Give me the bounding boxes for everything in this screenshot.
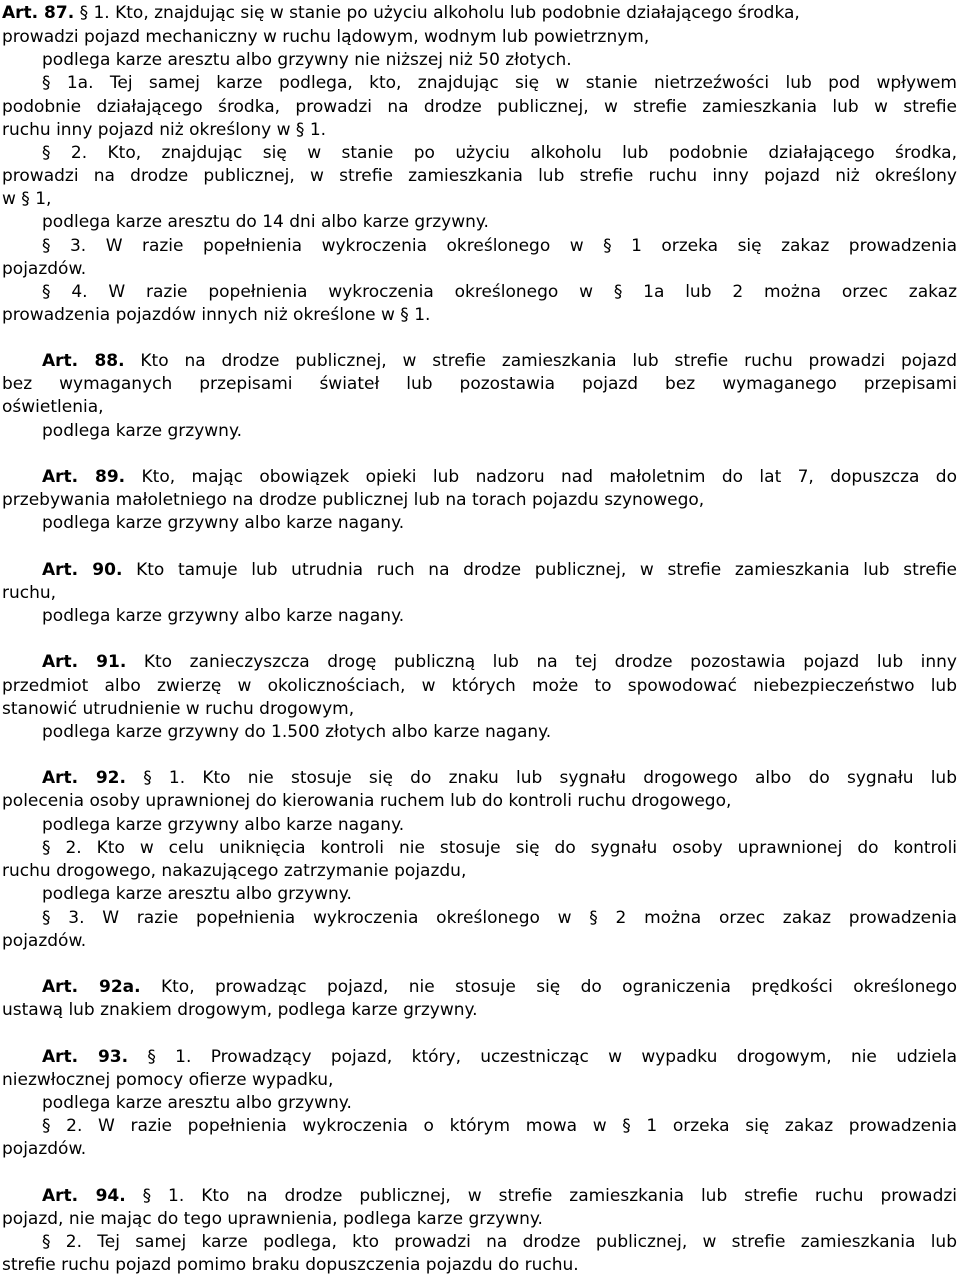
line-text: polecenia osoby uprawnionej do kierowania ruchem lub do kontroli ruchu drogowego, [2, 791, 732, 811]
art87-line [42, 235, 957, 258]
article-number: Art. 88. [42, 351, 125, 371]
line-text: w § 1, [2, 189, 52, 209]
art88-line [42, 420, 957, 443]
line-text: W razie popełnienia wykroczenia o którym mowa w § 1 orzeka się zakaz prowadzenia [98, 1116, 958, 1136]
line-text: podlega karze aresztu do 14 dni albo karze grzywny. [42, 212, 489, 232]
paragraph-number: § 1a. [42, 73, 94, 93]
line-text: podlega karze grzywny do 1.500 złotych albo karze nagany. [42, 722, 552, 742]
paragraph-number: § 1. [79, 3, 110, 23]
line-text: Tej samej karze podlega, kto, znajdując się w stanie nietrzeźwości lub pod wpływem [109, 73, 957, 93]
line-text: podobnie działającego środka, prowadzi na drodze publicznej, w strefie zamieszkania lub w strefie [2, 97, 957, 117]
paragraph-number: § 2. [42, 838, 82, 858]
art88-line [42, 350, 957, 373]
paragraph-number: § 3. [42, 908, 85, 928]
line-text: Kto na drodze publicznej, w strefie zamieszkania lub strefie ruchu prowadzi pojazd [140, 351, 957, 371]
line-text: podlega karze grzywny. [42, 421, 242, 441]
line-text: ruchu inny pojazd niż określony w § 1. [2, 120, 327, 140]
art89-line [2, 489, 957, 512]
paragraph-number: § 2. [42, 1116, 83, 1136]
art94-line [42, 1185, 957, 1208]
art92a-line [42, 976, 957, 999]
line-text: oświetlenia, [2, 397, 104, 417]
line-text: bez wymaganych przepisami świateł lub pozostawia pojazd bez wymaganego przepisami [2, 374, 957, 394]
art87-line [2, 188, 957, 211]
art92-line [2, 930, 957, 953]
paragraph-number: § 2. [42, 143, 88, 163]
line-text: W razie popełnienia wykroczenia określonego w § 1 orzeka się zakaz prowadzenia [105, 236, 958, 256]
article-number: Art. 92a. [42, 977, 141, 997]
art87-line [42, 72, 957, 95]
art88-line [2, 396, 957, 419]
line-text: Kto, prowadząc pojazd, nie stosuje się do ograniczenia prędkości określonego [160, 977, 957, 997]
line-text: Kto tamuje lub utrudnia ruch na drodze publicznej, w strefie zamieszkania lub strefie [136, 560, 957, 580]
article-number: Art. 89. [42, 467, 126, 487]
paragraph-number: § 4. [42, 282, 88, 302]
article-number: Art. 94. [42, 1186, 126, 1206]
paragraph-number: § 1. [143, 768, 186, 788]
art93-line [2, 1069, 957, 1092]
art87-line [2, 119, 957, 142]
art92-line [2, 790, 957, 813]
art94-line [2, 1254, 957, 1277]
art90-line [42, 559, 957, 582]
line-text: Kto zanieczyszcza drogę publiczną lub na tej drodze pozostawia pojazd lub inny [143, 652, 957, 672]
line-text: Tej samej karze podlega, kto prowadzi na drodze publicznej, w strefie zamieszkania lub [97, 1232, 957, 1252]
paragraph-number: § 1. [147, 1047, 192, 1067]
art92-line [42, 837, 957, 860]
line-text: pojazd, nie mając do tego uprawnienia, podlega karze grzywny. [2, 1209, 543, 1229]
art87-line [42, 142, 957, 165]
art91-line [42, 651, 957, 674]
line-text: ruchu, [2, 583, 57, 603]
article-number: Art. 93. [42, 1047, 129, 1067]
line-text: Kto w celu uniknięcia kontroli nie stosuje się do sygnału osoby uprawnionej do kontroli [96, 838, 958, 858]
line-text: podlega karze grzywny albo karze nagany. [42, 815, 405, 835]
art87-line [2, 96, 957, 119]
line-text: Kto, znajdując się w stanie po użyciu alkoholu lub podobnie działającego środka, [115, 3, 800, 23]
art87-line [42, 211, 957, 234]
line-text: W razie popełnienia wykroczenia określonego w § 2 można orzec zakaz prowadzenia [102, 908, 958, 928]
art87-line [42, 281, 957, 304]
art87-line [2, 26, 957, 49]
article-number: Art. 91. [42, 652, 127, 672]
article-number: Art. 87. [2, 3, 75, 23]
line-text: prowadzi na drodze publicznej, w strefie zamieszkania lub strefie ruchu inny pojazd niż określony [2, 166, 957, 186]
article-number: Art. 92. [42, 768, 126, 788]
line-text: niezwłocznej pomocy ofierze wypadku, [2, 1070, 334, 1090]
line-text: pojazdów. [2, 931, 87, 951]
line-text: ustawą lub znakiem drogowym, podlega karze grzywny. [2, 1000, 478, 1020]
line-text: przebywania małoletniego na drodze publicznej lub na torach pojazdu szynowego, [2, 490, 705, 510]
art89-line [42, 466, 957, 489]
art94-line [2, 1208, 957, 1231]
line-text: Kto na drodze publicznej, w strefie zamieszkania lub strefie ruchu prowadzi [201, 1186, 958, 1206]
line-text: pojazdów. [2, 259, 87, 279]
line-text: Kto, znajdując się w stanie po użyciu alkoholu lub podobnie działającego środka, [107, 143, 958, 163]
article-number: Art. 90. [42, 560, 123, 580]
line-text: W razie popełnienia wykroczenia określonego w § 1a lub 2 można orzec zakaz [108, 282, 958, 302]
art92a-line [2, 999, 957, 1022]
art92-line [42, 767, 957, 790]
line-text: podlega karze aresztu albo grzywny. [42, 1093, 352, 1113]
art90-line [2, 582, 957, 605]
art87-line [2, 2, 957, 25]
line-text: pojazdów. [2, 1139, 87, 1159]
art91-line [42, 721, 957, 744]
art93-line [2, 1138, 957, 1161]
art88-line [2, 373, 957, 396]
art92-line [2, 860, 957, 883]
art92-line [42, 883, 957, 906]
line-text: Kto nie stosuje się do znaku lub sygnału drogowego albo do sygnału lub [202, 768, 957, 788]
paragraph-number: § 3. [42, 236, 87, 256]
paragraph-number: § 2. [42, 1232, 82, 1252]
art92-line [42, 814, 957, 837]
paragraph-number: § 1. [142, 1186, 185, 1206]
line-text: stanowić utrudnienie w ruchu drogowym, [2, 699, 355, 719]
art93-line [42, 1092, 957, 1115]
line-text: Prowadzący pojazd, który, uczestnicząc w wypadku drogowym, nie udziela [210, 1047, 958, 1067]
art93-line [42, 1115, 957, 1138]
art94-line [42, 1231, 957, 1254]
line-text: strefie ruchu pojazd pomimo braku dopuszczenia pojazdu do ruchu. [2, 1255, 579, 1275]
art90-line [42, 605, 957, 628]
art87-line [2, 165, 957, 188]
art91-line [2, 675, 957, 698]
art93-line [42, 1046, 957, 1069]
line-text: Kto, mając obowiązek opieki lub nadzoru nad małoletnim do lat 7, dopuszcza do [141, 467, 957, 487]
line-text: podlega karze aresztu albo grzywny nie niższej niż 50 złotych. [42, 50, 572, 70]
line-text: ruchu drogowego, nakazującego zatrzymanie pojazdu, [2, 861, 467, 881]
line-text: prowadzenia pojazdów innych niż określone w § 1. [2, 305, 431, 325]
art89-line [42, 512, 957, 535]
art87-line [2, 258, 957, 281]
line-text: podlega karze aresztu albo grzywny. [42, 884, 352, 904]
art92-line [42, 907, 957, 930]
line-text: podlega karze grzywny albo karze nagany. [42, 606, 405, 626]
art87-line [42, 49, 957, 72]
art91-line [2, 698, 957, 721]
art87-line [2, 304, 957, 327]
line-text: podlega karze grzywny albo karze nagany. [42, 513, 405, 533]
line-text: prowadzi pojazd mechaniczny w ruchu lądowym, wodnym lub powietrznym, [2, 27, 650, 47]
line-text: przedmiot albo zwierzę w okolicznościach, w których może to spowodować niebezpieczeństwo lub [2, 676, 957, 696]
